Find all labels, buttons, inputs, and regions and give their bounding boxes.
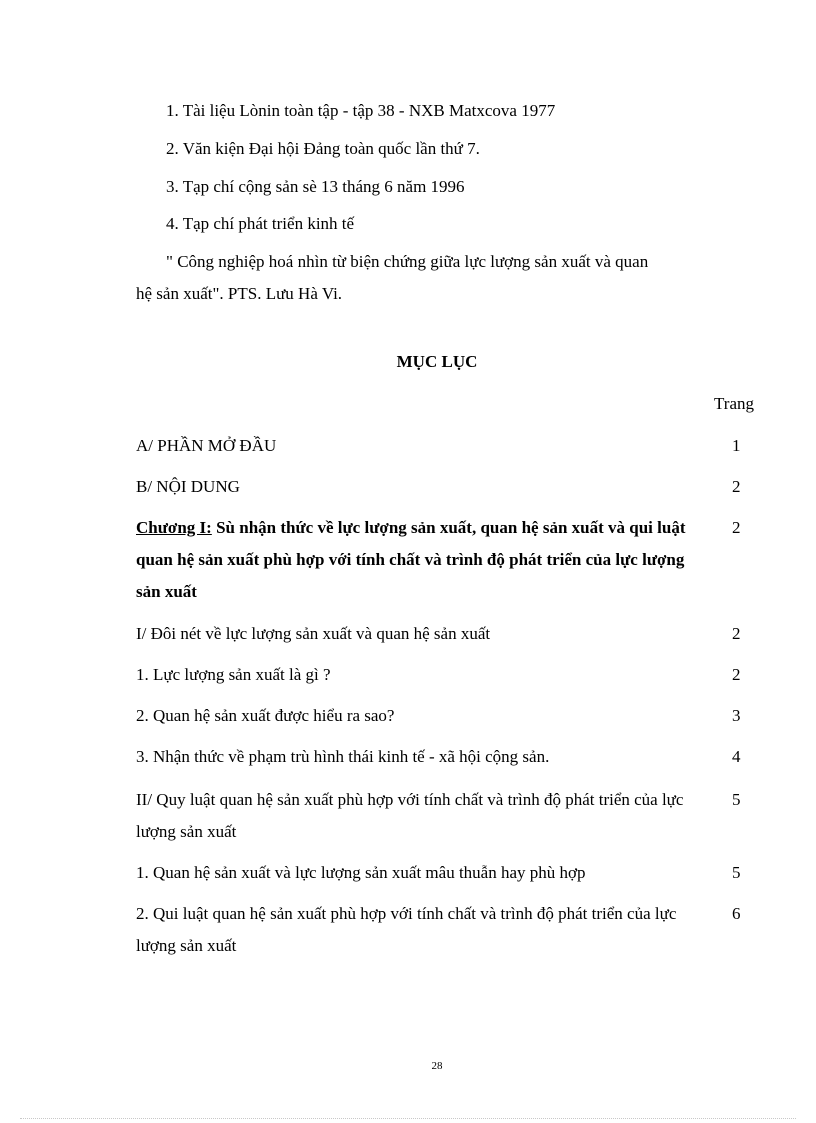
toc-entry-text: II/ Quy luật quan hệ sản xuất phù hợp với tính chất và trình độ phát triển của lực lượng sản xuất [136,790,684,841]
toc-entry-text: 1. Lực lượng sản xuất là gì ? [136,665,331,684]
reference-quote [136,246,746,310]
toc-entry-text [136,512,696,608]
toc-entry-text: B/ NỘI DUNG [136,477,240,496]
toc-entry-page: 3 [732,706,741,725]
toc-title: MỤC LỤC [396,352,478,371]
page-bottom-divider [20,1118,796,1119]
toc-entry-page: 2 [732,477,741,496]
page-number: 28 [431,1060,443,1072]
toc-entry-text: 2. Quan hệ sản xuất được hiểu ra sao? [136,706,395,725]
reference-item: 2. Văn kiện Đại hội Đảng toàn quốc lần thứ 7. [166,139,480,158]
toc-entry-text: 2. Qui luật quan hệ sản xuất phù hợp với tính chất và trình độ phát triển của lực lượng sản xuất [136,904,677,955]
reference-item: 4. Tạp chí phát triển kinh tế [166,214,355,233]
toc-entry-page: 2 [732,665,741,684]
toc-entry-page: 2 [732,518,741,537]
toc-entry-text: 3. Nhận thức về phạm trù hình thái kinh tế - xã hội cộng sản. [136,747,550,766]
toc-entry-page: 2 [732,624,741,643]
toc-entry-page: 1 [732,436,741,455]
toc-entry-text: I/ Đôi nét về lực lượng sản xuất và quan hệ sản xuất [136,624,491,643]
toc-entry-page: 5 [732,790,741,809]
reference-item: 3. Tạp chí cộng sản sè 13 tháng 6 năm 1996 [166,177,465,196]
toc-entry-page: 4 [732,747,741,766]
chapter-title: Sù nhận thức về lực lượng sản xuất, quan hệ sản xuất và qui luật quan hệ sản xuất phù hợp với tính chất và trình độ phát triển của lực lượng sản xuất [136,518,686,601]
toc-page-header: Trang [714,394,754,413]
toc-entry-text: A/ PHẦN MỞ ĐẦU [136,436,277,455]
quote-line-2: hệ sản xuất". PTS. Lưu Hà Vi. [136,284,343,303]
toc-entry-text: 1. Quan hệ sản xuất và lực lượng sản xuất mâu thuẫn hay phù hợp [136,863,586,882]
toc-entry-page: 6 [732,904,741,923]
reference-item: 1. Tài liệu Lònin toàn tập - tập 38 - NXB Matxcova 1977 [166,101,556,120]
chapter-label: Chương I: [136,518,212,537]
toc-entry-page: 5 [732,863,741,882]
quote-line-1: " Công nghiệp hoá nhìn từ biện chứng giữa lực lượng sản xuất và quan [166,252,649,271]
